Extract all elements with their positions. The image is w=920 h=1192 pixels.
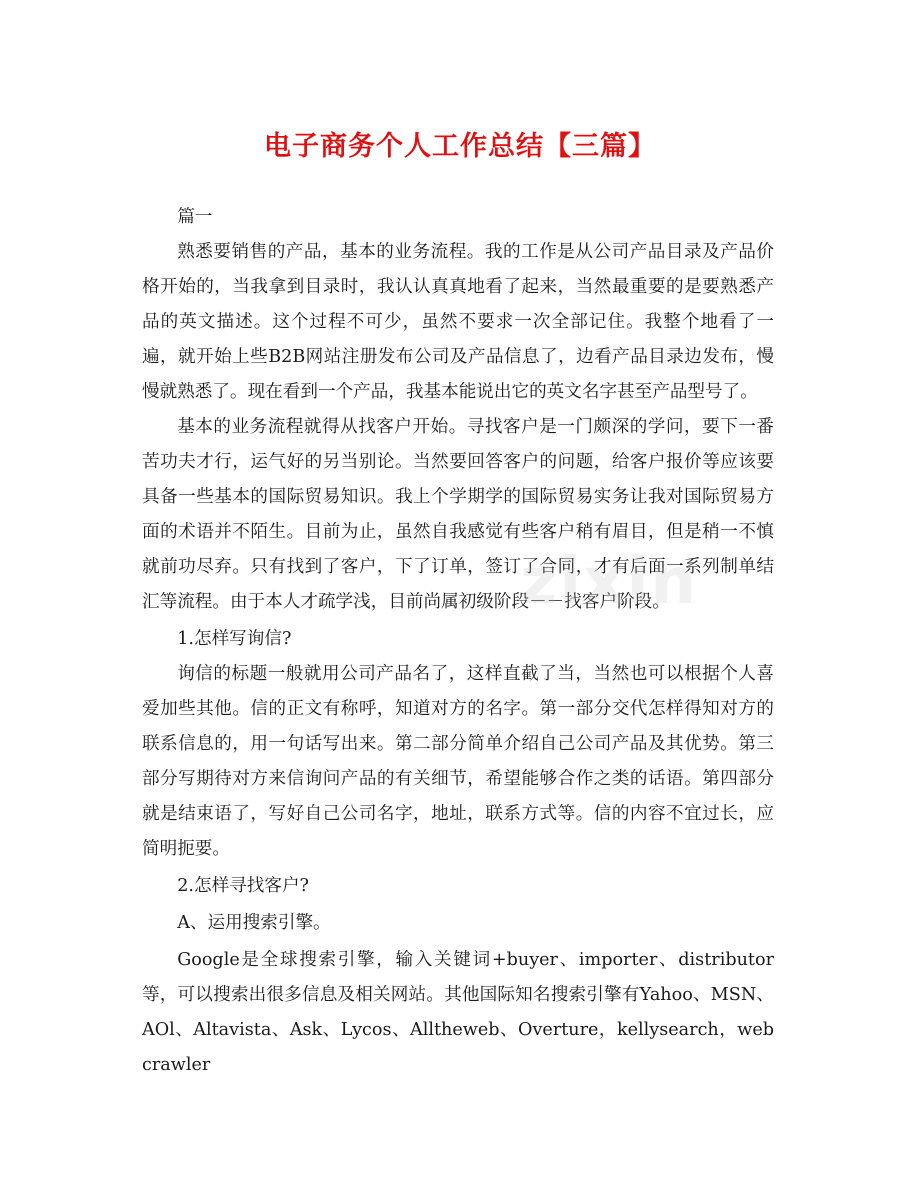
document-title: 电子商务个人工作总结【三篇】 bbox=[264, 131, 656, 162]
paragraph-search-engines: Google是全球搜索引擎，输入关键词+buyer、importer、distributor等，可以搜索出很多信息及相关网站。其他国际知名搜索引擎有Yahoo、MSN、AOl、Altavista、Ask、Lycos、Alltheweb、Overture，kellysearch，webcrawler bbox=[142, 950, 774, 1075]
paragraph-product-familiarity: 熟悉要销售的产品，基本的业务流程。我的工作是从公司产品目录及产品价格开始的，当我拿到目录时，我认认真真地看了起来，当然最重要的是要熟悉产品的英文描述。这个过程不可少，虽然不要求一次全部记住。我整个地看了一遍，就开始上些B2B网站注册发布公司及产品信息了，边看产品目录边发布，慢慢就熟悉了。现在看到一个产品，我基本能说出它的英文名字甚至产品型号了。 bbox=[142, 242, 774, 402]
subheading-find-customers: 2.怎样寻找客户? bbox=[177, 876, 309, 896]
document-body bbox=[142, 200, 774, 1083]
subheading-search-engines: A、运用搜索引擎。 bbox=[177, 913, 331, 933]
paragraph-business-process: 基本的业务流程就得从找客户开始。寻找客户是一门颇深的学问，要下一番苦功夫才行，运气好的另当别论。当然要回答客户的问题，给客户报价等应该要具备一些基本的国际贸易知识。我上个学期学的国际贸易实务让我对国际贸易方面的术语并不陌生。目前为止，虽然自我感觉有些客户稍有眉目，但是稍一不慎就前功尽弃。只有找到了客户，下了订单，签订了合同，才有后面一系列制单结汇等流程。由于本人才疏学浅，目前尚属初级阶段－－找客户阶段。 bbox=[142, 417, 774, 612]
subheading-inquiry-letter: 1.怎样写询信? bbox=[177, 629, 292, 649]
section-heading-part-one: 篇一 bbox=[177, 207, 213, 227]
watermark: zixin bbox=[520, 545, 698, 619]
paragraph-inquiry-letter: 询信的标题一般就用公司产品名了，这样直截了当，当然也可以根据个人喜爱加些其他。信的正文有称呼，知道对方的名字。第一部分交代怎样得知对方的联系信息的，用一句话写出来。第二部分简单介绍自己公司产品及其优势。第三部分写期待对方来信询问产品的有关细节，希望能够合作之类的话语。第四部分就是结束语了，写好自己公司名字，地址，联系方式等。信的内容不宜过长，应简明扼要。 bbox=[142, 664, 774, 859]
